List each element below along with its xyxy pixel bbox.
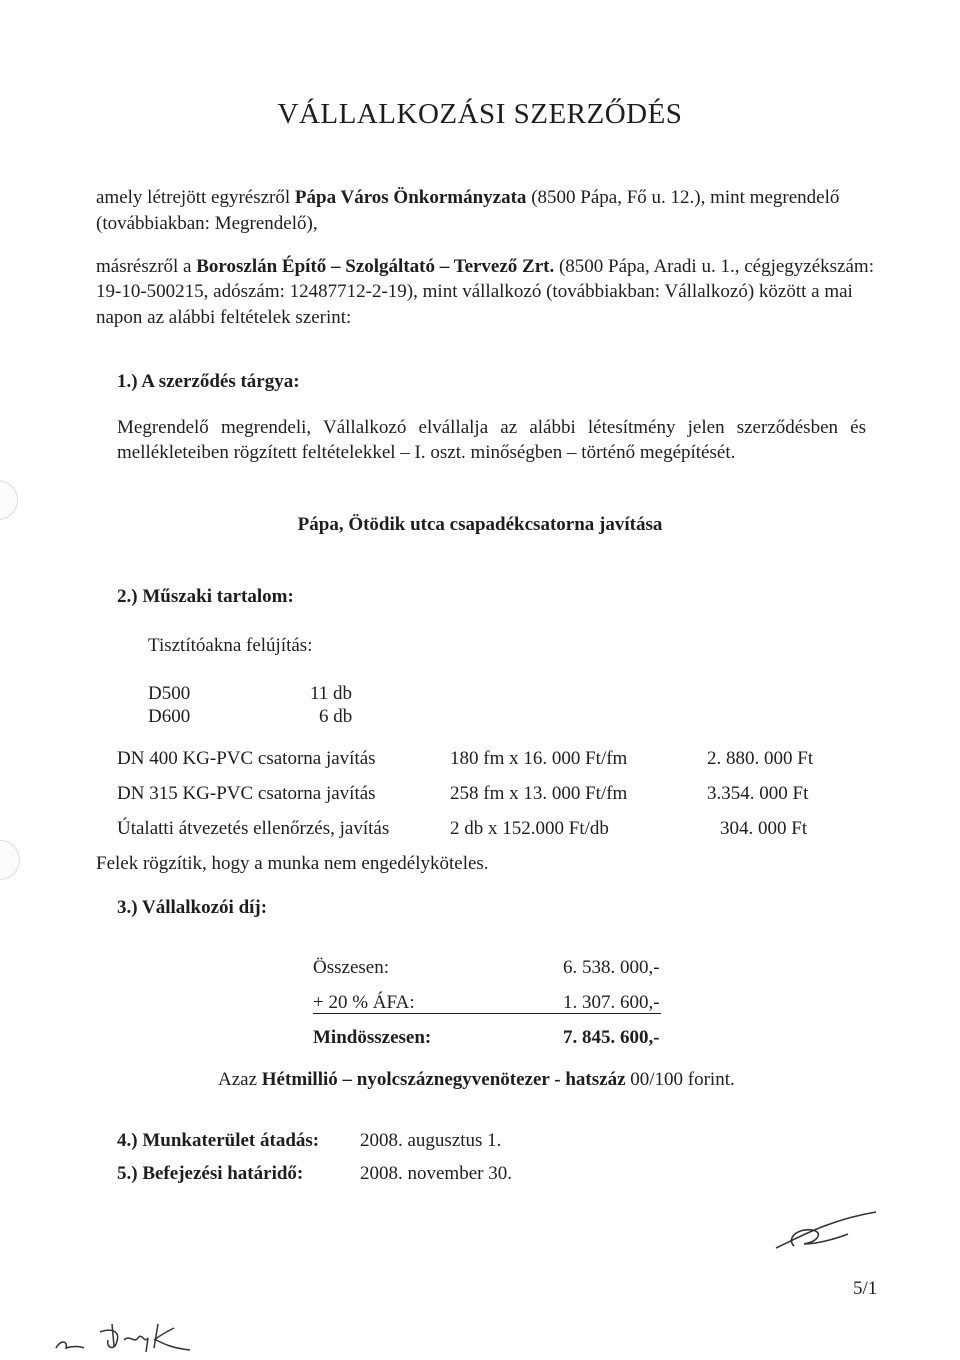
cost-amount: 2. 880. 000 Ft — [707, 748, 814, 769]
intro-line-3 — [96, 254, 874, 280]
section-4-heading: 4.) Munkaterület átadás: — [117, 1130, 320, 1151]
cost-calc: 180 fm x 16. 000 Ft/fm — [450, 748, 628, 769]
project-title: Pápa, Ötödik utca csapadékcsatorna javítása — [297, 514, 663, 535]
intro-line-4: 19-10-500215, adószám: 12487712-2-19), mint vállalkozó (továbbiakban: Vállalkozó) között a mai — [96, 281, 853, 302]
item-qty: 6 db — [319, 706, 353, 727]
section-5-heading: 5.) Befejezési határidő: — [117, 1163, 304, 1184]
intro-line-1-post: (8500 Pápa, Fő u. 12.), mint megrendelő — [526, 187, 840, 208]
words-pre: Azaz — [218, 1069, 262, 1090]
section-2-subheading: Tisztítóakna felújítás: — [148, 635, 313, 656]
vat-underline — [313, 1013, 661, 1014]
page-number: 5/1 — [853, 1278, 878, 1299]
section-1-text-line-2: mellékleteiben rögzített feltételekkel – I. oszt. minőségben – történő megépítését. — [117, 442, 736, 463]
words-bold: Hétmillió – nyolcszáznegyvenötezer - hatszáz — [261, 1069, 626, 1090]
intro-line-5: napon az alábbi feltételek szerint: — [96, 307, 352, 328]
client-name: Pápa Város Önkormányzata — [294, 187, 527, 208]
intro-line-1-pre: amely létrejött egyrészről — [96, 187, 295, 208]
cost-desc: DN 315 KG-PVC csatorna javítás — [117, 783, 376, 804]
section-2-heading: 2.) Műszaki tartalom: — [117, 586, 294, 607]
words-post: 00/100 forint. — [625, 1069, 735, 1090]
signature-initials-left — [50, 1310, 200, 1360]
vat-value: 1. 307. 600,- — [563, 992, 660, 1013]
cost-calc: 258 fm x 13. 000 Ft/fm — [450, 783, 628, 804]
section-1-heading: 1.) A szerződés tárgya: — [117, 371, 300, 392]
contractor-name: Boroszlán Építő – Szolgáltató – Tervező Zrt. — [196, 256, 555, 277]
intro-line-2: (továbbiakban: Megrendelő), — [96, 213, 318, 234]
vat-row — [313, 990, 661, 1016]
section-3-heading: 3.) Vállalkozói díj: — [117, 897, 268, 918]
grand-total-label: Mindösszesen: — [313, 1027, 432, 1048]
vat-label: + 20 % ÁFA: — [313, 992, 415, 1013]
permit-note: Felek rögzítik, hogy a munka nem engedélyköteles. — [96, 853, 489, 874]
deadline-date: 2008. november 30. — [360, 1163, 512, 1184]
intro-line-3-pre: másrészről a — [96, 256, 197, 277]
total-label: Összesen: — [313, 957, 389, 978]
cost-desc: Útalatti átvezetés ellenőrzés, javítás — [117, 818, 390, 839]
intro-line-3-post: (8500 Pápa, Aradi u. 1., cégjegyzékszám: — [554, 256, 874, 277]
amount-in-words — [218, 1067, 735, 1093]
item-code: D600 — [148, 706, 191, 727]
punch-hole-bottom — [0, 840, 20, 880]
document-title: VÁLLALKOZÁSI SZERZŐDÉS — [277, 98, 683, 130]
cost-amount: 3.354. 000 Ft — [707, 783, 809, 804]
item-qty: 11 db — [310, 683, 353, 704]
section-1-text-line-1: Megrendelő megrendeli, Vállalkozó elvállalja az alábbi létesítmény jelen szerződésben és — [117, 417, 866, 438]
grand-total-value: 7. 845. 600,- — [563, 1027, 660, 1048]
total-value: 6. 538. 000,- — [563, 957, 660, 978]
handover-date: 2008. augusztus 1. — [360, 1130, 502, 1151]
cost-amount: 304. 000 Ft — [720, 818, 808, 839]
intro-line-1 — [96, 185, 860, 211]
signature-initials-right — [768, 1208, 888, 1258]
cost-desc: DN 400 KG-PVC csatorna javítás — [117, 748, 376, 769]
item-code: D500 — [148, 683, 191, 704]
cost-calc: 2 db x 152.000 Ft/db — [450, 818, 609, 839]
